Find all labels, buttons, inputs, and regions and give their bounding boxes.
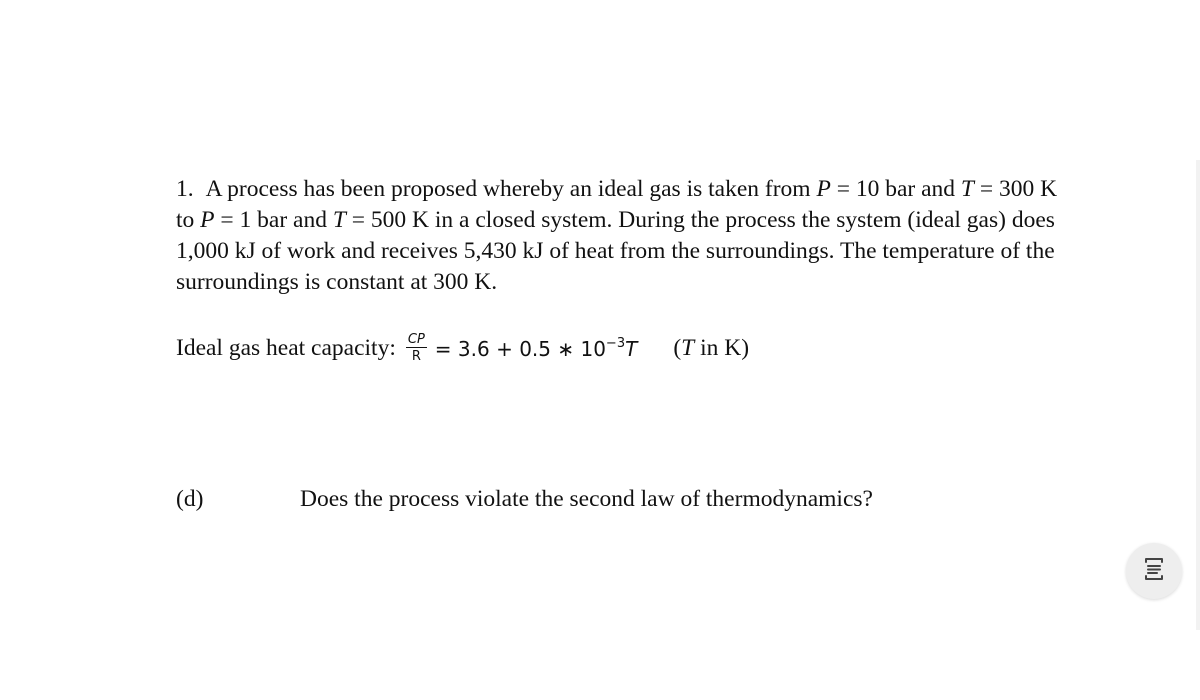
problem-statement [176,174,1066,298]
problem-eq-2: = 300 K to [176,176,1058,233]
heat-capacity-equation [435,336,638,361]
floating-action-button[interactable] [1126,543,1182,599]
problem-text-1: A process has been proposed whereby an ideal gas is taken from [205,176,817,202]
cp-over-r-fraction [406,333,427,363]
part-label: (d) [176,486,204,512]
page-edge [1196,160,1200,630]
var-t-2: T [332,207,346,233]
var-p: P [816,176,831,202]
temperature-unit-note [673,335,749,362]
heat-capacity-line [176,326,749,370]
fraction-numerator: CP [407,332,425,347]
var-t: T [960,176,974,202]
problem-eq-1: = 10 bar and [830,176,961,202]
equation-exponent: −3 [605,335,626,351]
var-p-2: P [200,207,215,233]
part-question: Does the process violate the second law of thermodynamics? [300,486,873,512]
heat-capacity-label: Ideal gas heat capacity: [176,334,396,361]
equation-var: T [625,336,638,361]
document-lines-icon [1137,552,1171,591]
problem-text-2: = 500 K in a closed system. During the process the system (ideal gas) does 1,000 kJ of work and receives 5,430 kJ of heat from the surroundings. The temperature of the surroundings is constant at 300 K. [176,207,1055,295]
unit-rest: in K) [694,334,750,361]
equation-base: = 3.6 + 0.5 ∗ 10 [434,336,606,361]
unit-var: T [681,334,695,361]
unit-open: ( [673,334,682,361]
problem-number: 1. [176,176,194,202]
problem-eq-3: = 1 bar and [214,207,333,233]
fraction-denominator: R [411,349,421,364]
